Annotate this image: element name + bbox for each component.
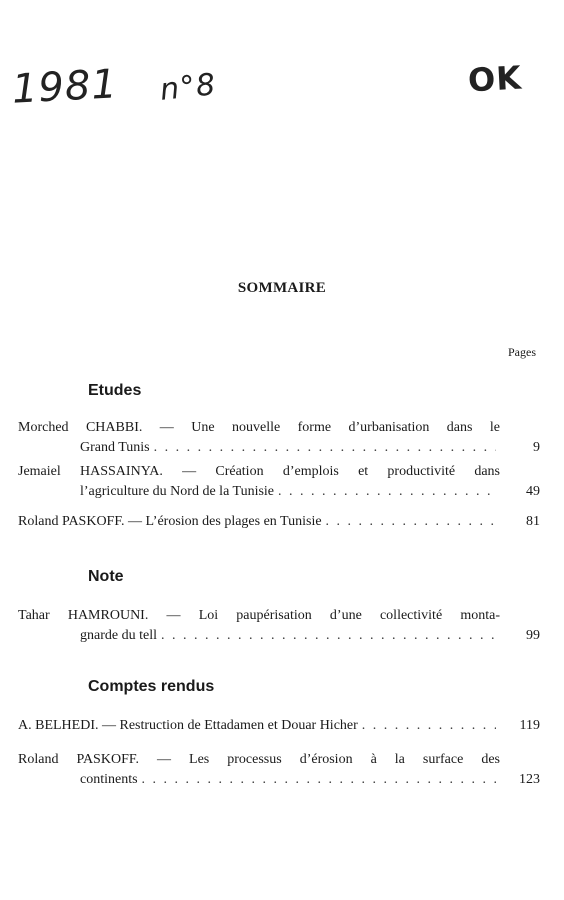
pages-column-header: Pages xyxy=(508,345,536,359)
dot-leader xyxy=(154,438,496,458)
toc-entry[interactable] xyxy=(18,716,540,736)
toc-entry-line1: Morched CHABBI. — Une nouvelle forme d’urbanisation dans le xyxy=(18,420,500,435)
dot-leader xyxy=(161,626,496,646)
toc-entry[interactable] xyxy=(18,606,540,646)
toc-entry[interactable] xyxy=(18,750,540,790)
toc-entry-page: 49 xyxy=(526,484,540,499)
dot-leader xyxy=(362,716,496,736)
handwritten-issue-number: n°8 xyxy=(158,67,218,108)
toc-entry-page: 9 xyxy=(533,440,540,455)
section-heading-note: Note xyxy=(88,568,124,585)
dot-leader xyxy=(326,512,496,532)
toc-entry[interactable] xyxy=(18,512,540,532)
toc-entry-line2: l’agriculture du Nord de la Tunisie xyxy=(80,484,275,499)
handwritten-ok-mark: OK xyxy=(467,58,523,100)
handwritten-year: 1981 xyxy=(10,61,119,113)
toc-entry-page: 81 xyxy=(526,514,540,529)
toc-entry-line1: Jemaiel HASSAINYA. — Création d’emplois et productivité dans xyxy=(18,464,500,479)
toc-entry-page: 99 xyxy=(526,628,540,643)
toc-entry-page: 119 xyxy=(519,718,540,733)
toc-entry-line2: Grand Tunis xyxy=(80,440,150,455)
toc-entry-line1: Roland PASKOFF. — L’érosion des plages en Tunisie xyxy=(18,514,322,529)
section-heading-comptes-rendus: Comptes rendus xyxy=(88,678,215,695)
dot-leader xyxy=(142,770,496,790)
toc-entry[interactable] xyxy=(18,462,540,502)
section-heading-etudes: Etudes xyxy=(88,382,142,399)
toc-entry-line2: gnarde du tell xyxy=(80,628,157,643)
page-title: SOMMAIRE xyxy=(237,280,327,296)
toc-entry-line2: continents xyxy=(80,772,138,787)
toc-entry-line1: A. BELHEDI. — Restruction de Ettadamen et Douar Hicher xyxy=(18,718,358,733)
toc-entry[interactable] xyxy=(18,418,540,458)
toc-entry-page: 123 xyxy=(519,772,540,787)
toc-entry-line1: Tahar HAMROUNI. — Loi paupérisation d’une collectivité monta- xyxy=(18,608,500,623)
toc-entry-line1: Roland PASKOFF. — Les processus d’érosion à la surface des xyxy=(18,752,500,767)
dot-leader xyxy=(278,482,496,502)
